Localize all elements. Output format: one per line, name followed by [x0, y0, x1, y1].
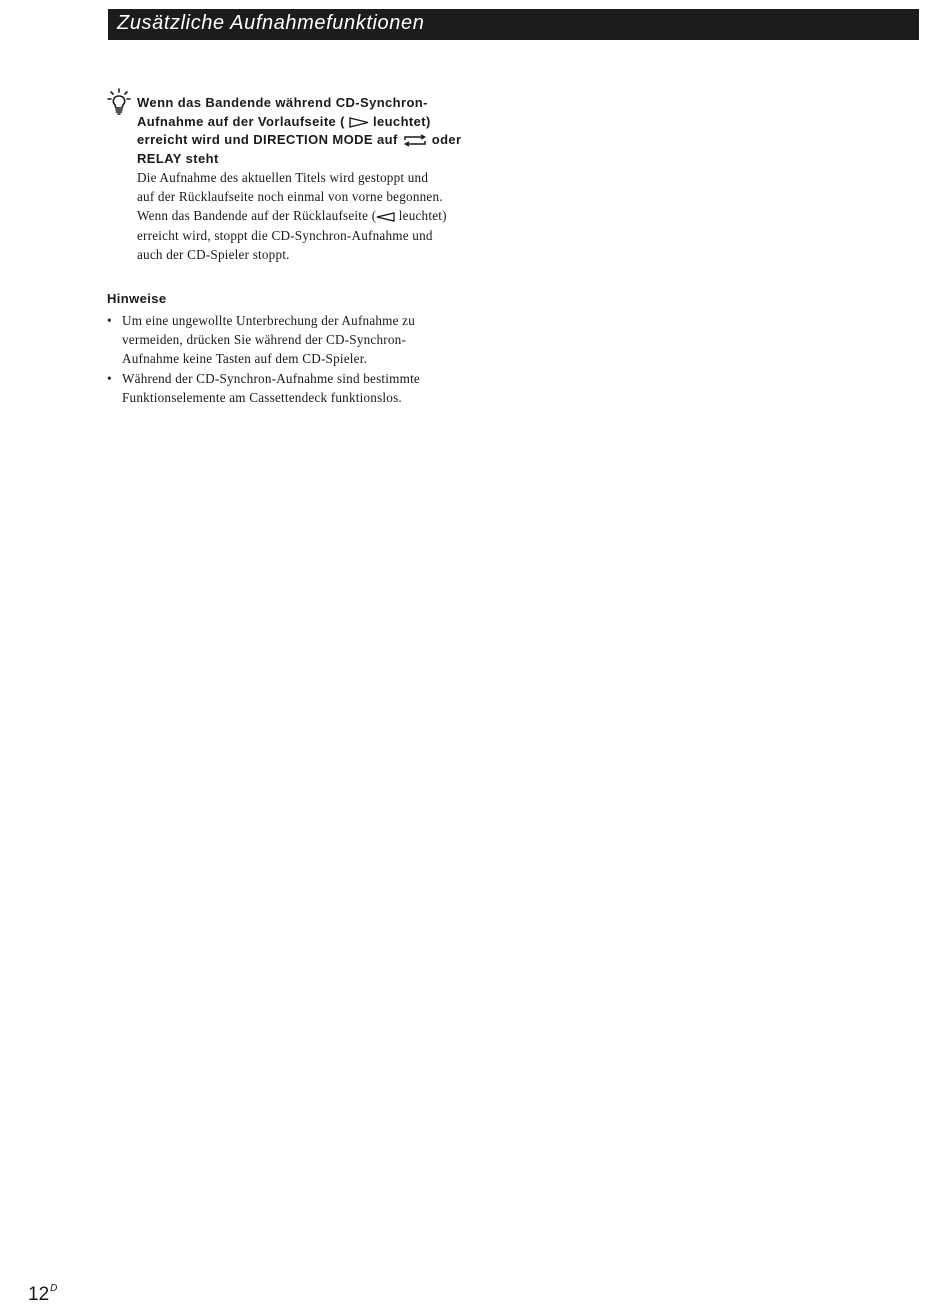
note-line: Aufnahme keine Tasten auf dem CD-Spieler.	[122, 351, 368, 367]
tip-heading-line	[137, 113, 462, 132]
page-number-value: 12	[28, 1284, 50, 1305]
note-line: vermeiden, drücken Sie während der CD-Synchron-	[122, 332, 407, 348]
tip-heading-text: Aufnahme auf der Vorlaufseite (	[137, 113, 345, 129]
notes-title: Hinweise	[107, 291, 167, 306]
notes-list	[107, 311, 420, 407]
tip-heading-text: leuchtet)	[372, 113, 431, 129]
bullet: •	[107, 370, 112, 386]
tip-body	[137, 168, 447, 264]
tip-heading-text: erreicht wird und DIRECTION MODE auf	[137, 132, 398, 147]
section-header-bar	[108, 9, 919, 40]
reverse-direction-icon	[376, 212, 395, 222]
tip-heading-text: oder	[431, 132, 462, 147]
tip-body-line: erreicht wird, stoppt die CD-Synchron-Aufnahme und	[137, 227, 433, 243]
tip-heading	[137, 94, 462, 168]
tip-heading-line: Wenn das Bandende während CD-Synchron-	[137, 95, 428, 110]
tip-body-line: auch der CD-Spieler stoppt.	[137, 246, 290, 262]
list-item	[107, 311, 420, 369]
note-line: Während der CD-Synchron-Aufnahme sind bestimmte	[122, 370, 420, 386]
list-item	[107, 369, 420, 407]
tip-body-line: auf der Rücklaufseite noch einmal von vorne begonnen.	[137, 189, 443, 205]
tip-body-text: leuchtet)	[398, 208, 447, 224]
repeat-mode-icon	[402, 134, 428, 147]
note-line: Funktionselemente am Cassettendeck funktionslos.	[122, 389, 402, 405]
tip-heading-line: RELAY steht	[137, 150, 219, 166]
tip-heading-line	[137, 131, 462, 150]
tip-body-line: Die Aufnahme des aktuellen Titels wird gestoppt und	[137, 170, 429, 185]
bullet: •	[107, 313, 112, 328]
page-number	[28, 1283, 57, 1306]
tip-body-line	[137, 206, 447, 225]
forward-direction-icon	[349, 117, 369, 128]
note-line: Um eine ungewollte Unterbrechung der Aufnahme zu	[122, 313, 416, 328]
page-number-suffix: D	[50, 1283, 58, 1294]
tip-body-text: Wenn das Bandende auf der Rücklaufseite (	[137, 208, 377, 224]
section-title: Zusätzliche Aufnahmefunktionen	[117, 12, 425, 34]
lightbulb-icon	[107, 88, 131, 116]
